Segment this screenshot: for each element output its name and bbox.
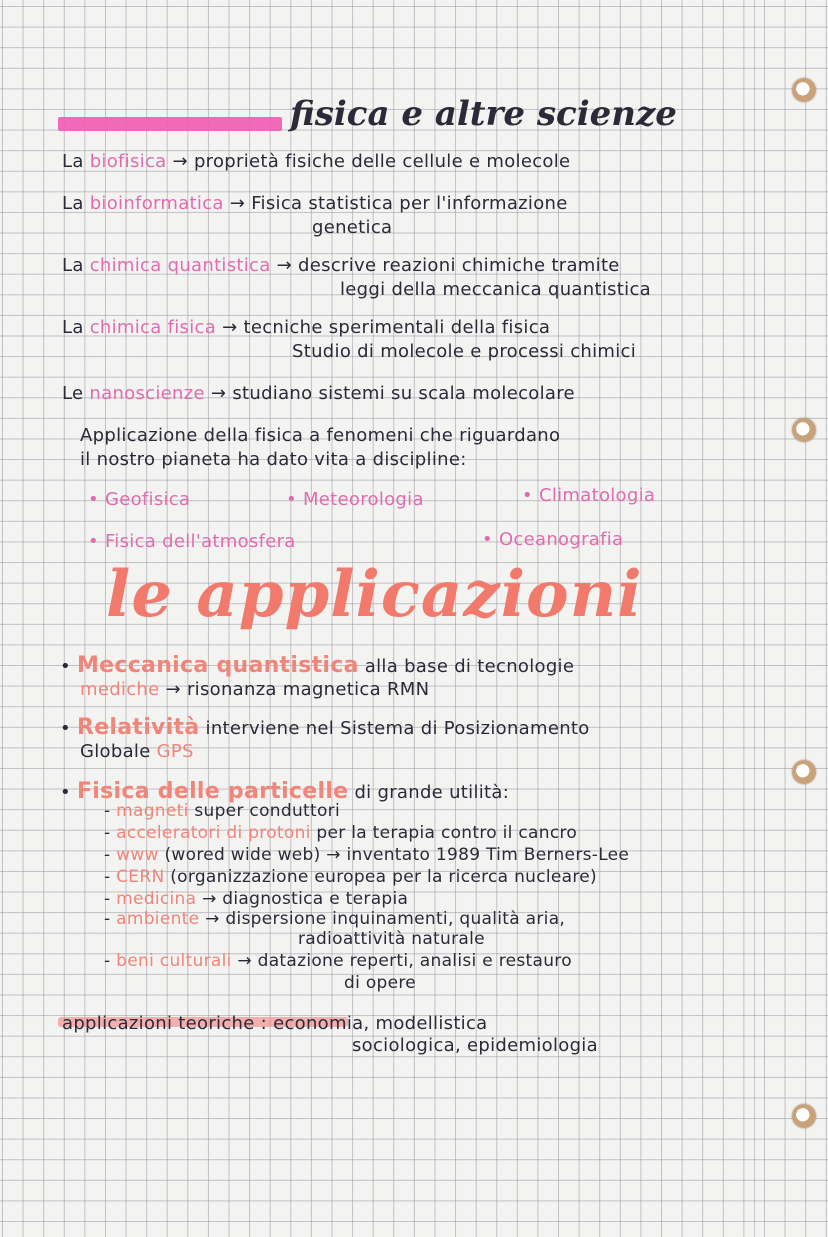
arrow: →: [222, 317, 238, 338]
app-desc: interviene nel Sistema di Posizionamento: [205, 718, 590, 739]
theory-line: [62, 1014, 488, 1034]
sub-desc-continued: radioattività naturale: [298, 929, 485, 949]
app-term: GPS: [156, 741, 194, 762]
intro-line: [62, 384, 575, 404]
discipline-item: • Meteorologia: [286, 489, 424, 510]
sub-item: - www (wored wide web) → inventato 1989 Tim Berners-Lee: [104, 845, 630, 865]
app-item: • Fisica delle particelle di grande utilità:: [60, 779, 510, 804]
term-bioinformatica: bioinformatica: [89, 193, 224, 214]
term-nanoscienze: nanoscienze: [89, 383, 205, 404]
sub-term: www: [116, 845, 159, 865]
app-line2: [80, 742, 194, 762]
discipline-label: Climatologia: [538, 485, 656, 506]
binder-hole: [792, 418, 816, 442]
binder-hole: [792, 78, 816, 102]
sub-term: magneti: [116, 801, 189, 821]
desc: proprietà fisiche delle cellule e molecole: [193, 151, 571, 172]
sub-item: - acceleratori di protoni per la terapia contro il cancro: [104, 823, 578, 843]
sub-item: - medicina → diagnostica e terapia: [104, 889, 409, 909]
theory-colon: :: [260, 1013, 268, 1034]
binder-hole: [792, 760, 816, 784]
sub-item: - beni culturali → datazione reperti, analisi e restauro: [104, 951, 572, 971]
sub-desc: (organizzazione europea per la ricerca nucleare): [170, 867, 597, 887]
sub-item: - magneti super conduttori: [104, 801, 340, 821]
sub-desc: (wored wide web) → inventato 1989 Tim Berners-Lee: [164, 845, 630, 865]
sub-term: beni culturali: [116, 951, 232, 971]
sub-desc: super conduttori: [194, 801, 340, 821]
section-heading: le applicazioni: [106, 557, 643, 632]
desc-continued: Studio di molecole e processi chimici: [292, 341, 637, 362]
sub-term: CERN: [116, 867, 165, 887]
discipline-label: Meteorologia: [302, 489, 424, 510]
app-term: mediche: [80, 679, 160, 700]
arrow: →: [276, 255, 293, 276]
desc-continued: genetica: [312, 217, 393, 238]
app-desc: → risonanza magnetica RMN: [165, 679, 430, 700]
page-title: fisica e altre scienze: [290, 94, 677, 134]
sub-term: acceleratori di protoni: [116, 823, 311, 843]
intro-line: [62, 318, 550, 338]
theory-desc-continued: sociologica, epidemiologia: [352, 1035, 598, 1056]
theory-desc: economia, modellistica: [273, 1013, 488, 1034]
discipline-item: • Geofisica: [88, 489, 191, 510]
sub-item: - ambiente → dispersione inquinamenti, qualità aria,: [104, 909, 566, 929]
app-term: Fisica delle particelle: [76, 779, 349, 804]
sub-term: ambiente: [116, 909, 200, 929]
discipline-label: Oceanografia: [498, 529, 624, 550]
discipline-item: • Oceanografia: [482, 529, 624, 550]
margin-line: [754, 0, 755, 1237]
term-biofisica: biofisica: [89, 151, 167, 172]
intro-line: [62, 152, 570, 172]
sub-desc: → dispersione inquinamenti, qualità aria,: [205, 909, 566, 929]
binder-hole: [792, 1104, 816, 1128]
sub-desc: → diagnostica e terapia: [202, 889, 409, 909]
discipline-item: • Fisica dell'atmosfera: [88, 531, 296, 552]
arrow: →: [172, 151, 188, 172]
app-term: Relatività: [76, 715, 200, 740]
sub-desc: per la terapia contro il cancro: [316, 823, 578, 843]
app-item: • Relatività interviene nel Sistema di Posizionamento: [60, 715, 590, 740]
sub-item: - CERN (organizzazione europea per la ricerca nucleare): [104, 867, 597, 887]
intro-line: [62, 194, 568, 214]
arrow: →: [229, 193, 246, 214]
prefix: La: [62, 151, 84, 172]
app-desc: alla base di tecnologie: [364, 656, 575, 677]
prefix: La: [62, 255, 84, 276]
discipline-label: Fisica dell'atmosfera: [104, 531, 296, 552]
desc: tecniche sperimentali della fisica: [243, 317, 551, 338]
app-term: Meccanica quantistica: [76, 653, 359, 678]
arrow: →: [210, 383, 227, 404]
term-chimica-quantistica: chimica quantistica: [89, 255, 271, 276]
app-desc: Globale: [80, 741, 151, 762]
app-line2: [80, 680, 429, 700]
sub-desc: → datazione reperti, analisi e restauro: [237, 951, 572, 971]
term-chimica-fisica: chimica fisica: [89, 317, 217, 338]
prefix: La: [62, 317, 84, 338]
intro-line: [62, 256, 620, 276]
app-desc: di grande utilità:: [354, 782, 510, 803]
application-intro-line: il nostro pianeta ha dato vita a discipline:: [80, 449, 467, 470]
prefix: La: [62, 193, 84, 214]
discipline-item: • Climatologia: [522, 485, 656, 506]
desc: Fisica statistica per l'informazione: [251, 193, 568, 214]
app-item: • Meccanica quantistica alla base di tecnologie: [60, 653, 575, 678]
sub-term: medicina: [116, 889, 197, 909]
desc: descrive reazioni chimiche tramite: [298, 255, 620, 276]
discipline-label: Geofisica: [104, 489, 191, 510]
desc: studiano sistemi su scala molecolare: [232, 383, 575, 404]
title-highlight: [58, 117, 282, 131]
sub-desc-continued: di opere: [344, 973, 417, 993]
desc-continued: leggi della meccanica quantistica: [340, 279, 651, 300]
theory-label: applicazioni teoriche: [62, 1013, 255, 1034]
application-intro-line: Applicazione della fisica a fenomeni che riguardano: [80, 425, 561, 446]
prefix: Le: [62, 383, 84, 404]
